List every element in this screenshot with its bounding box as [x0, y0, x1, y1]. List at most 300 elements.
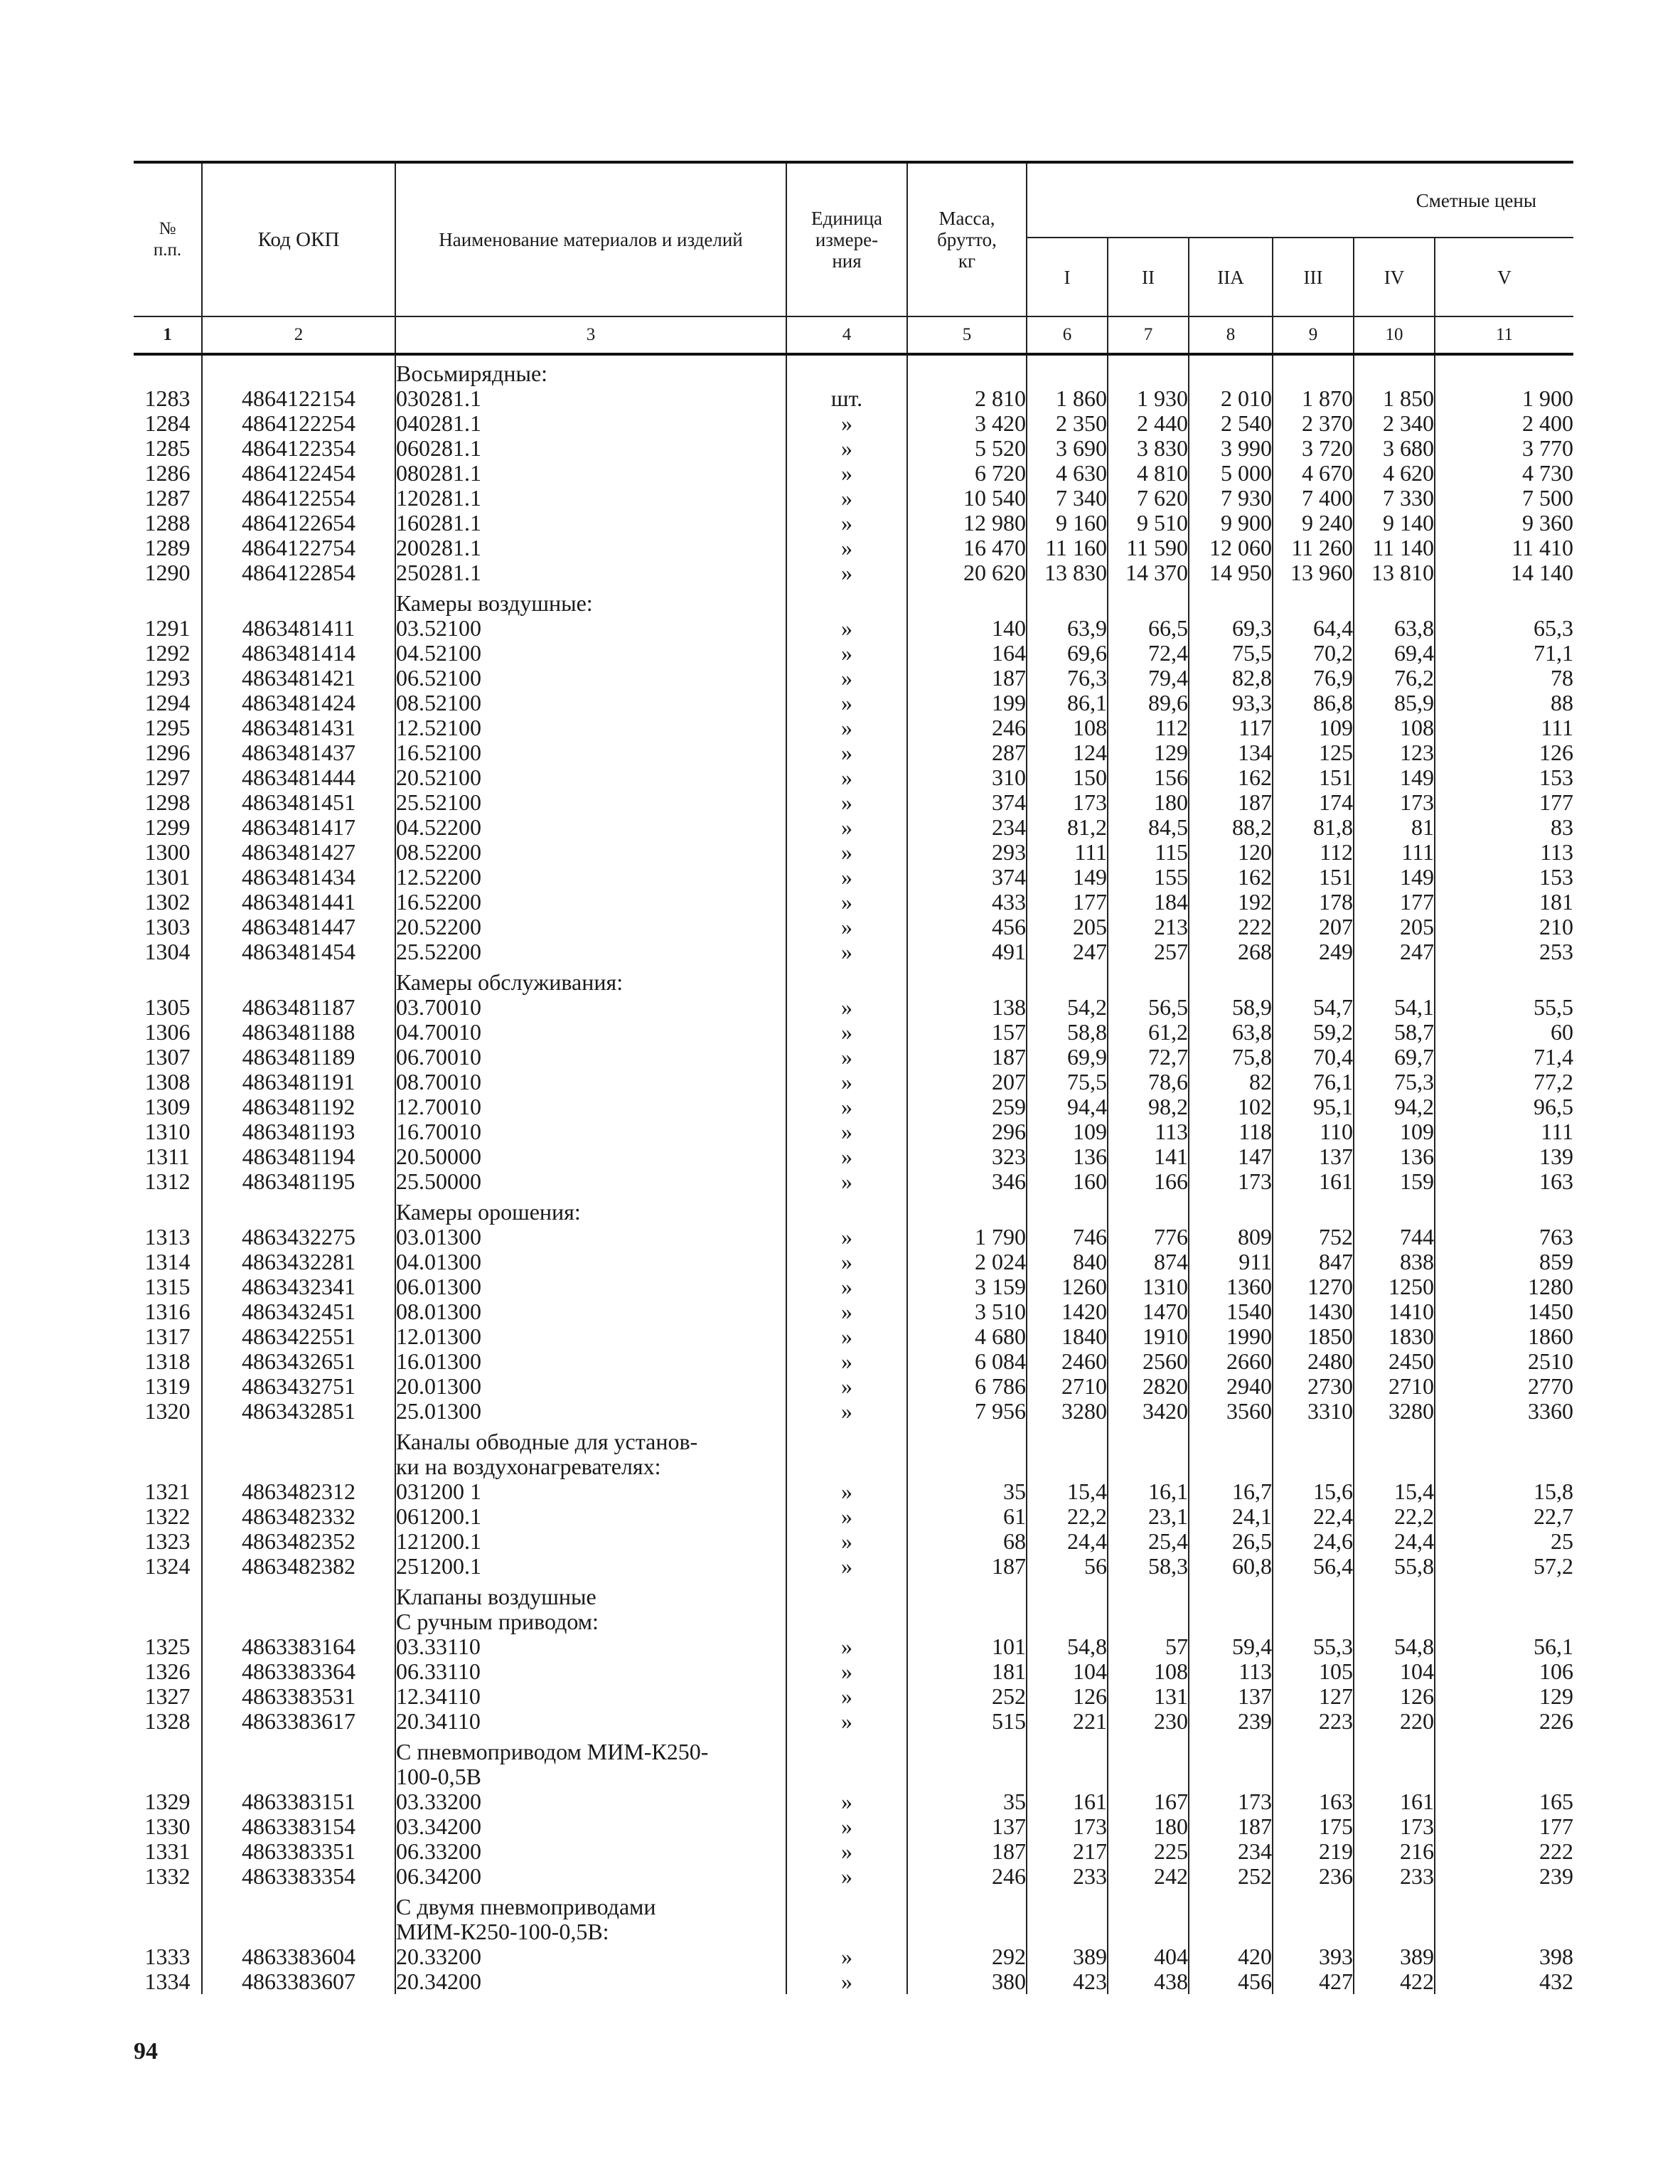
- price-zone-ii: 23,1: [1108, 1504, 1189, 1529]
- okp-code: 4863481434: [202, 865, 395, 890]
- price-zone-iii: 3 720: [1273, 436, 1354, 461]
- price-zone-iv: 15,4: [1354, 1479, 1435, 1504]
- empty-cell: [134, 1764, 202, 1789]
- section-title: С ручным приводом:: [395, 1609, 786, 1634]
- item-name: 06.70010: [395, 1045, 786, 1070]
- unit: »: [786, 461, 907, 486]
- spacer-cell: [202, 1579, 395, 1584]
- empty-cell: [202, 1454, 395, 1479]
- okp-code: 4863481451: [202, 790, 395, 815]
- unit: шт.: [786, 386, 907, 411]
- price-zone-iv: 744: [1354, 1225, 1435, 1250]
- price-zone-iv: 104: [1354, 1659, 1435, 1684]
- spacer-cell: [1354, 1889, 1435, 1895]
- row-number: 1310: [144, 1119, 191, 1144]
- price-zone-v: 25: [1435, 1529, 1573, 1554]
- mass-gross: 2 024: [907, 1250, 1027, 1274]
- table-row: [134, 1479, 1573, 1504]
- price-zone-iia: 1990: [1189, 1324, 1273, 1349]
- unit: »: [786, 1789, 907, 1814]
- row-number: 1297: [144, 765, 191, 790]
- okp-code: 4864122754: [202, 536, 395, 560]
- price-zone-ii: 9 510: [1108, 511, 1189, 536]
- item-name: 12.52200: [395, 865, 786, 890]
- price-zone-ii: 108: [1108, 1659, 1189, 1684]
- column-number: 6: [1027, 316, 1108, 354]
- unit: »: [786, 890, 907, 915]
- price-zone-iv: 838: [1354, 1250, 1435, 1274]
- spacer-cell: [786, 1734, 907, 1740]
- unit: »: [786, 1324, 907, 1349]
- price-zone-i: 2710: [1027, 1374, 1108, 1399]
- zone-header-v: V: [1435, 238, 1573, 316]
- okp-code: 4863383351: [202, 1839, 395, 1864]
- price-zone-iii: 393: [1273, 1944, 1354, 1969]
- price-zone-i: 149: [1027, 865, 1108, 890]
- price-zone-iii: 847: [1273, 1250, 1354, 1274]
- price-zone-v: 763: [1435, 1225, 1573, 1250]
- price-zone-iia: 192: [1189, 890, 1273, 915]
- price-zone-iv: 9 140: [1354, 511, 1435, 536]
- row-number: 1285: [144, 435, 191, 461]
- okp-code: 4864122254: [202, 411, 395, 436]
- empty-cell: [786, 1454, 907, 1479]
- spacer-cell: [1435, 1194, 1573, 1200]
- empty-cell: [1354, 1200, 1435, 1225]
- okp-code: 4863481187: [202, 995, 395, 1020]
- price-zone-v: 78: [1435, 666, 1573, 691]
- item-name: 20.01300: [395, 1374, 786, 1399]
- row-number: 1305: [144, 994, 191, 1020]
- price-zone-ii: 115: [1108, 840, 1189, 865]
- item-name: 08.52100: [395, 691, 786, 715]
- spacer-cell: [1027, 585, 1108, 591]
- empty-cell: [1108, 1895, 1189, 1919]
- price-zone-iv: 1410: [1354, 1299, 1435, 1324]
- unit: »: [786, 536, 907, 560]
- price-zone-v: 11 410: [1435, 536, 1573, 560]
- mass-gross: 296: [907, 1119, 1027, 1144]
- spacer-cell: [1027, 1889, 1108, 1895]
- price-zone-iia: 456: [1189, 1969, 1273, 1994]
- okp-code: 4863432451: [202, 1299, 395, 1324]
- item-name: 06.34200: [395, 1864, 786, 1889]
- price-zone-iii: 752: [1273, 1225, 1354, 1250]
- okp-code: 4863482312: [202, 1479, 395, 1504]
- row-number: 1288: [144, 510, 191, 536]
- unit: »: [786, 995, 907, 1020]
- item-name: 25.50000: [395, 1169, 786, 1194]
- row-number: 1328: [144, 1708, 191, 1734]
- okp-code: 4864122354: [202, 436, 395, 461]
- price-zone-iv: 126: [1354, 1684, 1435, 1709]
- row-number: 1283: [144, 385, 191, 411]
- spacer-cell: [1435, 1734, 1573, 1740]
- unit: »: [786, 1399, 907, 1424]
- price-zone-ii: 874: [1108, 1250, 1189, 1274]
- table-row: [134, 641, 1573, 666]
- unit: »: [786, 1225, 907, 1250]
- item-name: 121200.1: [395, 1529, 786, 1554]
- price-zone-ii: 1910: [1108, 1324, 1189, 1349]
- price-zone-v: 65,3: [1435, 616, 1573, 641]
- price-zone-iii: 174: [1273, 790, 1354, 815]
- section-title: 100-0,5В: [395, 1764, 786, 1789]
- okp-code: 4863432281: [202, 1250, 395, 1274]
- mass-gross: 16 470: [907, 536, 1027, 560]
- zone-header-iia: IIA: [1189, 238, 1273, 316]
- column-number: 4: [786, 316, 907, 354]
- empty-cell: [202, 1919, 395, 1944]
- item-name: 04.52200: [395, 815, 786, 840]
- empty-cell: [202, 1740, 395, 1764]
- price-zone-i: 108: [1027, 715, 1108, 740]
- empty-cell: [1027, 1919, 1108, 1944]
- price-zone-iv: 7 330: [1354, 486, 1435, 511]
- item-name: 03.52100: [395, 616, 786, 641]
- table-row: [134, 840, 1573, 865]
- price-zone-iii: 86,8: [1273, 691, 1354, 715]
- price-zone-v: 3360: [1435, 1399, 1573, 1424]
- spacer-cell: [907, 1424, 1027, 1429]
- price-zone-iia: 147: [1189, 1144, 1273, 1169]
- zone-header-iii: III: [1273, 238, 1354, 316]
- spacer-cell: [1189, 1579, 1273, 1584]
- table-row: [134, 486, 1573, 511]
- empty-cell: [1273, 1740, 1354, 1764]
- mass-gross: 207: [907, 1070, 1027, 1094]
- row-number: 1322: [144, 1503, 191, 1529]
- price-zone-i: 9 160: [1027, 511, 1108, 536]
- row-number: 1287: [144, 485, 191, 511]
- row-number: 1293: [144, 665, 191, 691]
- price-zone-ii: 98,2: [1108, 1094, 1189, 1119]
- price-zone-iv: 173: [1354, 790, 1435, 815]
- empty-cell: [907, 591, 1027, 616]
- mass-gross: 293: [907, 840, 1027, 865]
- spacer-cell: [1273, 1734, 1354, 1740]
- price-zone-iii: 1 870: [1273, 386, 1354, 411]
- spacer-cell: [1273, 1424, 1354, 1429]
- mass-gross: 323: [907, 1144, 1027, 1169]
- price-zone-v: 177: [1435, 1814, 1573, 1839]
- price-zone-v: 2770: [1435, 1374, 1573, 1399]
- okp-code: 4863383604: [202, 1944, 395, 1969]
- spacer-cell: [907, 585, 1027, 591]
- price-zone-iia: 102: [1189, 1094, 1273, 1119]
- mass-gross: 374: [907, 865, 1027, 890]
- empty-cell: [202, 970, 395, 995]
- row-number: 1298: [144, 789, 191, 815]
- price-zone-i: 2460: [1027, 1349, 1108, 1374]
- empty-cell: [1108, 1609, 1189, 1634]
- mass-gross: 2 810: [907, 386, 1027, 411]
- item-name: 04.01300: [395, 1250, 786, 1274]
- mass-gross: 10 540: [907, 486, 1027, 511]
- price-zone-ii: 180: [1108, 1814, 1189, 1839]
- empty-cell: [1189, 1429, 1273, 1454]
- price-zone-iii: 1430: [1273, 1299, 1354, 1324]
- price-zone-i: 76,3: [1027, 666, 1108, 691]
- price-zone-iii: 1850: [1273, 1324, 1354, 1349]
- column-number: 11: [1435, 316, 1573, 354]
- okp-code: 4863432341: [202, 1274, 395, 1299]
- spacer-cell: [1189, 1194, 1273, 1200]
- spacer-cell: [1435, 585, 1573, 591]
- row-number: 1314: [144, 1249, 191, 1274]
- table-row: [134, 1504, 1573, 1529]
- section-title: Каналы обводные для установ-: [395, 1429, 786, 1454]
- unit: »: [786, 1274, 907, 1299]
- spacer-cell: [1108, 354, 1189, 361]
- spacer-cell: [1108, 1734, 1189, 1740]
- price-zone-iia: 75,8: [1189, 1045, 1273, 1070]
- table-row: [134, 1684, 1573, 1709]
- row-number: 1302: [144, 889, 191, 915]
- zone-header-i: I: [1027, 238, 1108, 316]
- empty-cell: [1027, 1764, 1108, 1789]
- price-zone-ii: 776: [1108, 1225, 1189, 1250]
- price-zone-iii: 110: [1273, 1119, 1354, 1144]
- price-zone-i: 75,5: [1027, 1070, 1108, 1094]
- row-number: 1294: [144, 690, 191, 715]
- mass-gross: 292: [907, 1944, 1027, 1969]
- price-zone-v: 1450: [1435, 1299, 1573, 1324]
- price-zone-iii: 70,4: [1273, 1045, 1354, 1070]
- table-row: [134, 511, 1573, 536]
- price-zone-iia: 268: [1189, 939, 1273, 964]
- section-title: МИМ-К250-100-0,5В:: [395, 1919, 786, 1944]
- okp-code: 4863481189: [202, 1045, 395, 1070]
- spacer-cell: [134, 1424, 202, 1429]
- table-row: [134, 536, 1573, 560]
- empty-cell: [1435, 970, 1573, 995]
- price-zone-i: 86,1: [1027, 691, 1108, 715]
- price-zone-v: 859: [1435, 1250, 1573, 1274]
- item-name: 120281.1: [395, 486, 786, 511]
- table-row: [134, 915, 1573, 939]
- row-number: 1323: [144, 1528, 191, 1554]
- price-zone-i: 3280: [1027, 1399, 1108, 1424]
- price-zone-iii: 151: [1273, 865, 1354, 890]
- section-title: С пневмоприводом МИМ-К250-: [395, 1740, 786, 1764]
- spacer-cell: [1273, 964, 1354, 970]
- empty-cell: [134, 1584, 202, 1609]
- table-row: [134, 865, 1573, 890]
- item-name: 20.52200: [395, 915, 786, 939]
- price-zone-i: 746: [1027, 1225, 1108, 1250]
- empty-cell: [1273, 1454, 1354, 1479]
- empty-cell: [907, 1609, 1027, 1634]
- empty-cell: [1027, 1895, 1108, 1919]
- item-name: 16.52100: [395, 740, 786, 765]
- price-zone-v: 15,8: [1435, 1479, 1573, 1504]
- empty-cell: [1189, 1200, 1273, 1225]
- empty-cell: [786, 1764, 907, 1789]
- price-zone-iv: 3280: [1354, 1399, 1435, 1424]
- price-zone-iii: 70,2: [1273, 641, 1354, 666]
- unit: »: [786, 511, 907, 536]
- empty-cell: [786, 970, 907, 995]
- price-zone-ii: 25,4: [1108, 1529, 1189, 1554]
- unit: »: [786, 1169, 907, 1194]
- table-row: [134, 1374, 1573, 1399]
- table-row: [134, 890, 1573, 915]
- spacer-cell: [1435, 1579, 1573, 1584]
- price-zone-iii: 127: [1273, 1684, 1354, 1709]
- row-number: 1319: [144, 1373, 191, 1399]
- item-name: 200281.1: [395, 536, 786, 560]
- mass-gross: 137: [907, 1814, 1027, 1839]
- spacer-cell: [1108, 964, 1189, 970]
- mass-gross: 234: [907, 815, 1027, 840]
- spacer-cell: [1354, 964, 1435, 970]
- item-name: 16.52200: [395, 890, 786, 915]
- price-zone-iia: 2660: [1189, 1349, 1273, 1374]
- okp-code: 4863383354: [202, 1864, 395, 1889]
- table-row: [134, 1659, 1573, 1684]
- price-zone-ii: 155: [1108, 865, 1189, 890]
- price-zone-i: 11 160: [1027, 536, 1108, 560]
- item-name: 16.70010: [395, 1119, 786, 1144]
- empty-cell: [1354, 1429, 1435, 1454]
- empty-cell: [1435, 1584, 1573, 1609]
- price-zone-iv: 109: [1354, 1119, 1435, 1144]
- price-zone-iii: 7 400: [1273, 486, 1354, 511]
- empty-cell: [134, 1919, 202, 1944]
- price-zone-iia: 75,5: [1189, 641, 1273, 666]
- price-zone-iv: 247: [1354, 939, 1435, 964]
- item-name: 12.52100: [395, 715, 786, 740]
- zone-header-ii: II: [1108, 238, 1189, 316]
- price-zone-v: 9 360: [1435, 511, 1573, 536]
- price-zone-iia: 7 930: [1189, 486, 1273, 511]
- price-zone-iia: 58,9: [1189, 995, 1273, 1020]
- row-number: 1318: [144, 1348, 191, 1374]
- empty-cell: [1108, 1429, 1189, 1454]
- price-zone-iv: 63,8: [1354, 616, 1435, 641]
- item-name: 040281.1: [395, 411, 786, 436]
- table-row: [134, 1814, 1573, 1839]
- spacer-cell: [1189, 1889, 1273, 1895]
- price-zone-iv: 54,1: [1354, 995, 1435, 1020]
- item-name: 06.52100: [395, 666, 786, 691]
- okp-code: 4863432275: [202, 1225, 395, 1250]
- price-zone-ii: 141: [1108, 1144, 1189, 1169]
- spacer-cell: [1027, 354, 1108, 361]
- price-zone-iii: 223: [1273, 1709, 1354, 1734]
- okp-code: 4863383617: [202, 1709, 395, 1734]
- item-name: 03.70010: [395, 995, 786, 1020]
- empty-cell: [907, 1200, 1027, 1225]
- col-no-header: № п.п.: [153, 219, 182, 260]
- okp-code: 4864122654: [202, 511, 395, 536]
- mass-gross: 181: [907, 1659, 1027, 1684]
- zone-header-iv: IV: [1354, 238, 1435, 316]
- table-row: [134, 616, 1573, 641]
- price-zone-iv: 123: [1354, 740, 1435, 765]
- item-name: 08.01300: [395, 1299, 786, 1324]
- price-zone-i: 1260: [1027, 1274, 1108, 1299]
- item-name: 03.34200: [395, 1814, 786, 1839]
- spacer-cell: [1273, 585, 1354, 591]
- empty-cell: [1273, 1895, 1354, 1919]
- item-name: 060281.1: [395, 436, 786, 461]
- empty-cell: [1108, 970, 1189, 995]
- table-row: [134, 1169, 1573, 1194]
- row-number: 1292: [144, 640, 191, 666]
- empty-cell: [1273, 591, 1354, 616]
- column-number: 7: [1108, 316, 1189, 354]
- price-zone-iv: 233: [1354, 1864, 1435, 1889]
- row-number: 1308: [144, 1069, 191, 1094]
- spacer-cell: [907, 1194, 1027, 1200]
- empty-cell: [1435, 1454, 1573, 1479]
- price-zone-ii: 225: [1108, 1839, 1189, 1864]
- unit: »: [786, 1479, 907, 1504]
- mass-gross: 1 790: [907, 1225, 1027, 1250]
- empty-cell: [1273, 1584, 1354, 1609]
- spacer-cell: [1189, 354, 1273, 361]
- empty-cell: [1189, 591, 1273, 616]
- empty-cell: [134, 361, 202, 386]
- col-code-header: Код ОКП: [202, 164, 395, 316]
- price-zone-i: 423: [1027, 1969, 1108, 1994]
- empty-cell: [1189, 1609, 1273, 1634]
- empty-cell: [1273, 1200, 1354, 1225]
- price-zone-v: 239: [1435, 1864, 1573, 1889]
- price-zone-iia: 5 000: [1189, 461, 1273, 486]
- spacer-cell: [1027, 1734, 1108, 1740]
- spacer-cell: [134, 585, 202, 591]
- unit: »: [786, 666, 907, 691]
- price-zone-v: 77,2: [1435, 1070, 1573, 1094]
- okp-code: 4863383154: [202, 1814, 395, 1839]
- item-name: 20.52100: [395, 765, 786, 790]
- price-zone-v: 71,1: [1435, 641, 1573, 666]
- item-name: 04.70010: [395, 1020, 786, 1045]
- price-zone-i: 3 690: [1027, 436, 1108, 461]
- price-zone-v: 106: [1435, 1659, 1573, 1684]
- price-zone-iia: 3560: [1189, 1399, 1273, 1424]
- empty-cell: [1108, 1454, 1189, 1479]
- price-zone-iia: 252: [1189, 1864, 1273, 1889]
- price-zone-iv: 69,7: [1354, 1045, 1435, 1070]
- unit: »: [786, 715, 907, 740]
- price-zone-iia: 187: [1189, 790, 1273, 815]
- price-zone-ii: 1 930: [1108, 386, 1189, 411]
- empty-cell: [134, 1895, 202, 1919]
- price-zone-iia: 69,3: [1189, 616, 1273, 641]
- okp-code: 4863481431: [202, 715, 395, 740]
- unit: »: [786, 1814, 907, 1839]
- empty-cell: [1189, 1764, 1273, 1789]
- row-number: 1309: [144, 1094, 191, 1119]
- row-number: 1325: [144, 1634, 191, 1659]
- price-zone-v: 181: [1435, 890, 1573, 915]
- empty-cell: [1108, 591, 1189, 616]
- price-zone-iii: 76,9: [1273, 666, 1354, 691]
- unit: »: [786, 740, 907, 765]
- price-zone-iii: 1270: [1273, 1274, 1354, 1299]
- price-zone-i: 389: [1027, 1944, 1108, 1969]
- unit: »: [786, 1944, 907, 1969]
- section-title: С двумя пневмоприводами: [395, 1895, 786, 1919]
- item-name: 25.52200: [395, 939, 786, 964]
- unit: »: [786, 1374, 907, 1399]
- price-zone-v: 83: [1435, 815, 1573, 840]
- spacer-cell: [907, 1734, 1027, 1740]
